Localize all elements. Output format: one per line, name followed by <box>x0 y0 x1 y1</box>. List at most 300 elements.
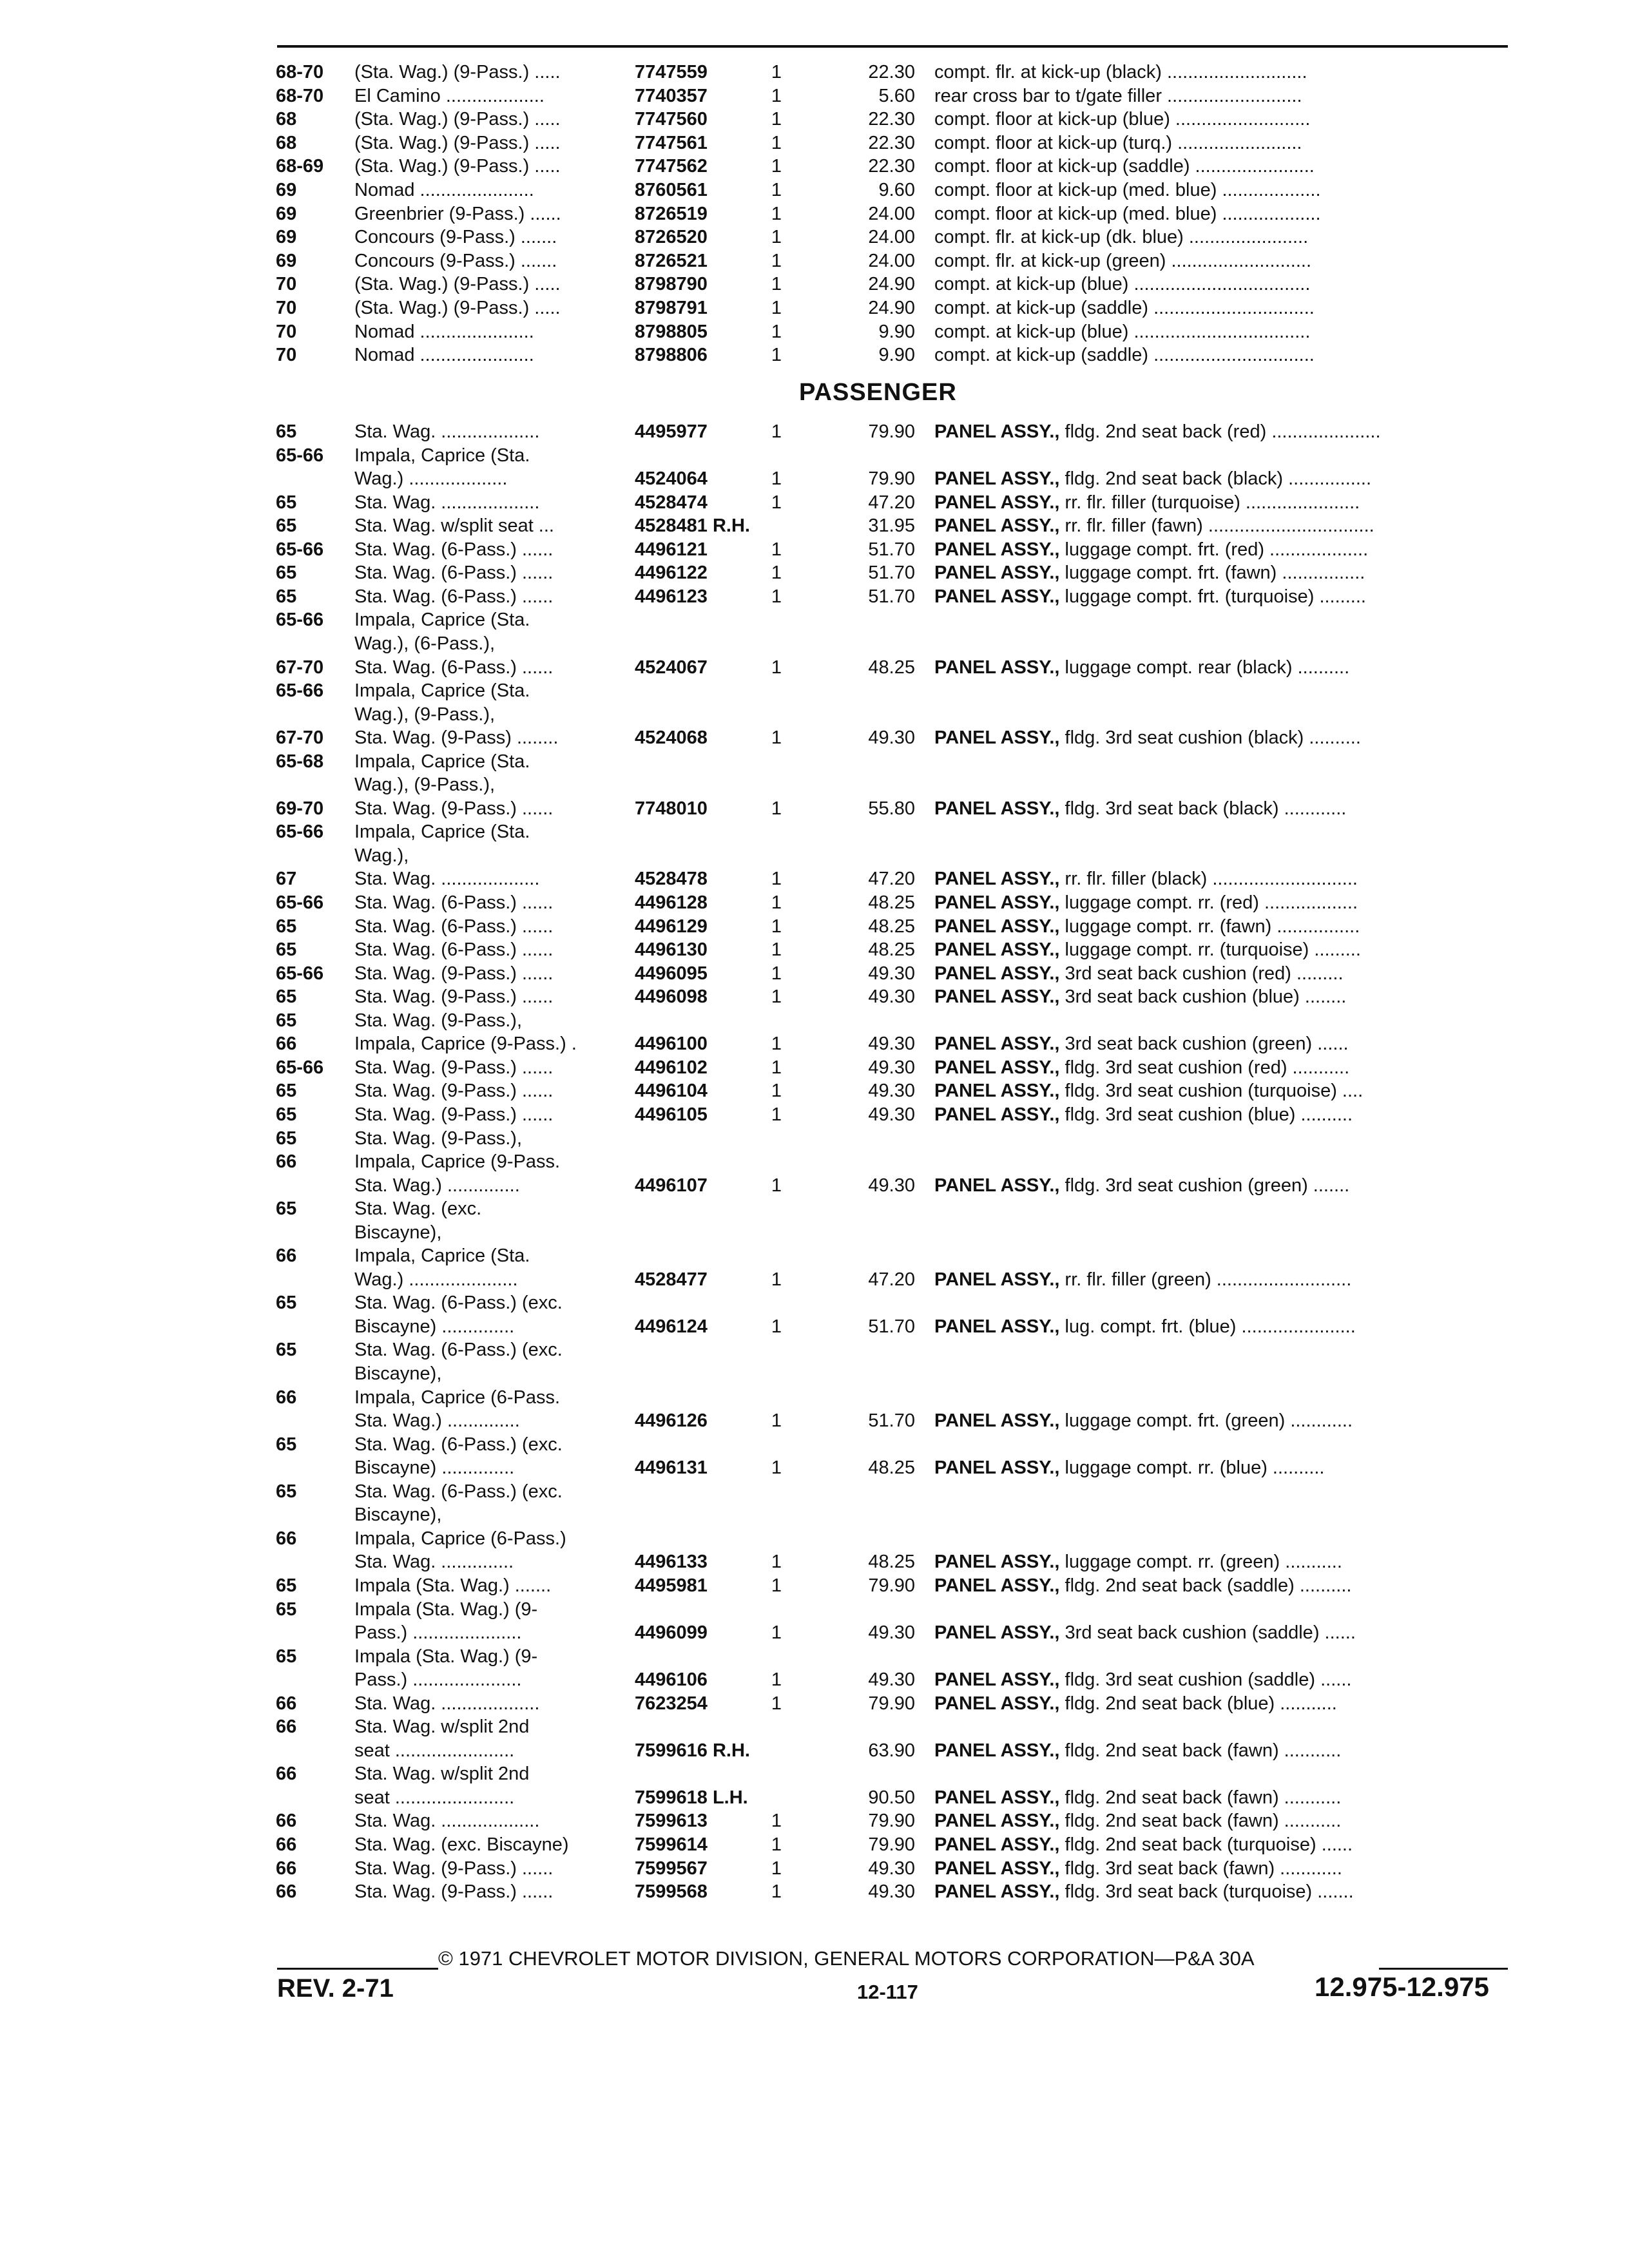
description-cell <box>934 1032 1508 1055</box>
price-cell: 49.30 <box>868 1622 915 1644</box>
part-number-cell: 4528481 R.H. <box>635 515 750 537</box>
part-number-cell: 8798790 <box>635 274 708 295</box>
part-number-cell: 8726520 <box>635 227 708 248</box>
model-cell: Sta. Wag. w/split 2nd <box>354 1763 530 1785</box>
description-prefix: PANEL ASSY., <box>934 515 1060 537</box>
list-item <box>0 1857 1629 1880</box>
year-cell: 68-70 <box>276 85 324 106</box>
year-cell: 65-66 <box>276 539 324 560</box>
model-cell: Sta. Wag. (6-Pass.) ...... <box>354 939 554 961</box>
model-cell: Impala, Caprice (9-Pass. <box>354 1151 561 1173</box>
list-item <box>0 561 1629 584</box>
description-cell <box>934 1621 1508 1644</box>
price-cell: 79.90 <box>868 421 915 442</box>
description-prefix: PANEL ASSY., <box>934 869 1060 890</box>
description-cell <box>934 320 1508 343</box>
description-text: luggage compt. rr. (fawn) ................ <box>1065 916 1360 937</box>
part-number-cell: 4524067 <box>635 657 708 678</box>
description-prefix: PANEL ASSY., <box>934 963 1060 984</box>
footer-rule-left <box>277 1968 438 1970</box>
description-prefix: PANEL ASSY., <box>934 939 1060 961</box>
description-prefix: PANEL ASSY., <box>934 468 1060 490</box>
list-item <box>0 1009 1629 1032</box>
list-item <box>0 108 1629 131</box>
quantity-cell: 1 <box>771 62 782 82</box>
price-cell: 48.25 <box>868 939 915 961</box>
year-cell: 65-66 <box>276 1057 324 1078</box>
list-item <box>0 249 1629 273</box>
model-cell: Sta. Wag. (9-Pass.) ...... <box>354 1881 554 1903</box>
quantity-cell: 1 <box>771 1057 782 1078</box>
price-cell: 79.90 <box>868 1575 915 1596</box>
model-cell: Sta. Wag. .............. <box>354 1552 514 1573</box>
model-cell: Sta. Wag. (6-Pass.) ...... <box>354 586 554 607</box>
price-cell: 55.80 <box>868 798 915 819</box>
description-prefix: PANEL ASSY., <box>934 1693 1060 1714</box>
description-prefix: PANEL ASSY., <box>934 1881 1060 1903</box>
list-item <box>0 1480 1629 1503</box>
description-text: fldg. 3rd seat cushion (red) ........... <box>1065 1057 1350 1078</box>
year-cell: 65-66 <box>276 822 324 843</box>
model-cell: Impala (Sta. Wag.) (9- <box>354 1599 538 1620</box>
quantity-cell: 1 <box>771 468 782 490</box>
year-cell: 68 <box>276 109 297 130</box>
quantity-cell: 1 <box>771 250 782 271</box>
price-cell: 47.20 <box>868 869 915 890</box>
description-cell <box>934 343 1508 367</box>
part-number-cell: 4496126 <box>635 1410 708 1432</box>
model-cell: Wag.) ..................... <box>354 1269 518 1290</box>
quantity-cell: 1 <box>771 869 782 890</box>
price-cell: 79.90 <box>868 468 915 490</box>
revision-label: REV. 2-71 <box>277 1974 394 2003</box>
quantity-cell: 1 <box>771 916 782 937</box>
list-item <box>0 467 1629 490</box>
quantity-cell: 1 <box>771 963 782 984</box>
part-number-cell: 7599567 <box>635 1858 708 1879</box>
price-cell: 79.90 <box>868 1693 915 1714</box>
year-cell: 65 <box>276 1599 297 1620</box>
price-cell: 51.70 <box>868 1316 915 1337</box>
part-number-cell: 4496099 <box>635 1622 708 1644</box>
description-text: fldg. 2nd seat back (blue) ........... <box>1065 1693 1337 1714</box>
year-cell: 65 <box>276 515 297 537</box>
model-cell: Biscayne) .............. <box>354 1457 515 1479</box>
list-item <box>0 891 1629 914</box>
description-cell <box>934 1456 1508 1479</box>
part-number-cell: 7599618 L.H. <box>635 1787 748 1808</box>
year-cell: 65-66 <box>276 963 324 984</box>
description-prefix: PANEL ASSY., <box>934 1834 1060 1855</box>
year-cell: 65 <box>276 1340 297 1361</box>
price-cell: 48.25 <box>868 1552 915 1573</box>
list-item <box>0 1880 1629 1903</box>
list-item <box>0 1621 1629 1644</box>
model-cell: seat ....................... <box>354 1740 515 1761</box>
model-cell: Nomad ...................... <box>354 180 534 200</box>
model-cell: Sta. Wag. (6-Pass.) ...... <box>354 892 554 913</box>
price-cell: 51.70 <box>868 1410 915 1432</box>
quantity-cell: 1 <box>771 539 782 560</box>
description-prefix: PANEL ASSY., <box>934 1858 1060 1879</box>
model-cell: Sta. Wag. ................... <box>354 869 540 890</box>
model-cell: Impala, Caprice (Sta. <box>354 751 530 772</box>
description-cell <box>934 131 1508 155</box>
part-number-cell: 7599613 <box>635 1811 708 1832</box>
price-cell: 22.30 <box>868 62 915 82</box>
description-prefix: PANEL ASSY., <box>934 727 1060 749</box>
model-cell: (Sta. Wag.) (9-Pass.) ..... <box>354 62 561 82</box>
model-cell: Sta. Wag. ................... <box>354 421 540 442</box>
price-cell: 22.30 <box>868 156 915 177</box>
list-item <box>0 1315 1629 1338</box>
list-item <box>0 915 1629 938</box>
model-cell: Sta. Wag. (9-Pass.) ...... <box>354 986 554 1008</box>
model-cell: Sta. Wag. (9-Pass.) ...... <box>354 1057 554 1078</box>
description-text: fldg. 3rd seat back (turquoise) ....... <box>1065 1881 1354 1903</box>
description-cell <box>934 202 1508 226</box>
model-cell: Impala, Caprice (Sta. <box>354 822 530 843</box>
part-number-cell: 4496104 <box>635 1081 708 1102</box>
list-item <box>0 320 1629 343</box>
list-item <box>0 1809 1629 1832</box>
part-number-cell: 4524064 <box>635 468 708 490</box>
description-text: rear cross bar to t/gate filler .......................... <box>934 85 1302 106</box>
list-item <box>0 726 1629 749</box>
year-cell: 65 <box>276 1434 297 1455</box>
list-item <box>0 1762 1629 1785</box>
quantity-cell: 1 <box>771 892 782 913</box>
description-prefix: PANEL ASSY., <box>934 1552 1060 1573</box>
year-cell: 66 <box>276 1763 297 1785</box>
description-cell <box>934 1315 1508 1338</box>
part-number-cell: 8760561 <box>635 180 708 200</box>
part-number-cell: 8726521 <box>635 250 708 271</box>
year-cell: 66 <box>276 1151 297 1173</box>
model-cell: Sta. Wag. (9-Pass.) ...... <box>354 1081 554 1102</box>
model-cell: Sta. Wag. (exc. Biscayne) <box>354 1834 569 1855</box>
part-number-cell: 4528474 <box>635 492 708 513</box>
list-item <box>0 1268 1629 1291</box>
price-cell: 51.70 <box>868 562 915 584</box>
list-item <box>0 1786 1629 1809</box>
description-prefix: PANEL ASSY., <box>934 1316 1060 1337</box>
year-cell: 65 <box>276 1293 297 1314</box>
model-cell: Wag.) ................... <box>354 468 508 490</box>
description-text: fldg. 3rd seat cushion (green) ....... <box>1065 1175 1350 1196</box>
description-cell <box>934 1786 1508 1809</box>
description-cell <box>934 1056 1508 1079</box>
model-cell: Sta. Wag. (6-Pass.) ...... <box>354 657 554 678</box>
list-item <box>0 1079 1629 1102</box>
year-cell: 65-66 <box>276 445 324 466</box>
model-cell: Biscayne), <box>354 1222 442 1243</box>
quantity-cell: 1 <box>771 939 782 961</box>
part-number-cell: 4496122 <box>635 562 708 584</box>
description-prefix: PANEL ASSY., <box>934 1669 1060 1691</box>
quantity-cell: 1 <box>771 1410 782 1432</box>
description-text: luggage compt. rr. (turquoise) ......... <box>1065 939 1361 961</box>
year-cell: 68-69 <box>276 156 324 177</box>
year-cell: 65 <box>276 1575 297 1596</box>
list-item <box>0 444 1629 467</box>
description-cell <box>934 108 1508 131</box>
quantity-cell: 1 <box>771 1457 782 1479</box>
model-cell: (Sta. Wag.) (9-Pass.) ..... <box>354 156 561 177</box>
description-text: compt. floor at kick-up (med. blue) ................... <box>934 180 1321 200</box>
quantity-cell: 1 <box>771 1669 782 1691</box>
description-cell <box>934 585 1508 608</box>
quantity-cell: 1 <box>771 1622 782 1644</box>
model-cell: Sta. Wag. w/split 2nd <box>354 1716 530 1738</box>
year-cell: 65 <box>276 1010 297 1031</box>
quantity-cell: 1 <box>771 421 782 442</box>
year-cell: 65 <box>276 1646 297 1667</box>
model-cell: Concours (9-Pass.) ....... <box>354 227 557 248</box>
price-cell: 47.20 <box>868 492 915 513</box>
list-item <box>0 61 1629 84</box>
price-cell: 24.90 <box>868 274 915 295</box>
year-cell: 66 <box>276 1245 297 1267</box>
list-item <box>0 202 1629 226</box>
list-item <box>0 226 1629 249</box>
quantity-cell: 1 <box>771 1811 782 1832</box>
description-text: luggage compt. rr. (blue) .......... <box>1065 1457 1325 1479</box>
description-text: luggage compt. frt. (green) ............ <box>1065 1410 1353 1432</box>
description-cell <box>934 1103 1508 1126</box>
year-cell: 65 <box>276 1198 297 1220</box>
part-number-cell: 7599616 R.H. <box>635 1740 750 1761</box>
model-cell: Wag.), (6-Pass.), <box>354 633 496 654</box>
description-text: fldg. 2nd seat back (fawn) ........... <box>1065 1740 1342 1761</box>
part-number-cell: 4496131 <box>635 1457 708 1479</box>
model-cell: Concours (9-Pass.) ....... <box>354 250 557 271</box>
part-number-cell: 4496106 <box>635 1669 708 1691</box>
model-cell: Sta. Wag.) .............. <box>354 1175 520 1196</box>
year-cell: 65 <box>276 916 297 937</box>
description-prefix: PANEL ASSY., <box>934 539 1060 560</box>
model-cell: Biscayne), <box>354 1504 442 1526</box>
year-cell: 68 <box>276 132 297 153</box>
price-cell: 49.30 <box>868 1057 915 1078</box>
year-cell: 67 <box>276 869 297 890</box>
part-number-cell: 7747562 <box>635 156 708 177</box>
year-cell: 70 <box>276 345 297 366</box>
price-cell: 49.30 <box>868 1081 915 1102</box>
price-cell: 49.30 <box>868 1858 915 1879</box>
model-cell: Sta. Wag. (9-Pass.) ...... <box>354 963 554 984</box>
description-cell <box>934 491 1508 514</box>
year-cell: 66 <box>276 1858 297 1879</box>
part-number-cell: 4496128 <box>635 892 708 913</box>
list-item <box>0 608 1629 631</box>
part-number-cell: 8726519 <box>635 203 708 224</box>
list-item <box>0 1338 1629 1361</box>
part-number-cell: 4496102 <box>635 1057 708 1078</box>
description-cell <box>934 467 1508 490</box>
list-item <box>0 962 1629 985</box>
list-item <box>0 750 1629 773</box>
year-cell: 67-70 <box>276 657 324 678</box>
price-cell: 49.30 <box>868 963 915 984</box>
model-cell: El Camino ................... <box>354 85 545 106</box>
quantity-cell: 1 <box>771 562 782 584</box>
description-text: fldg. 3rd seat back (black) ............ <box>1065 798 1347 819</box>
model-cell: Sta. Wag. ................... <box>354 1693 540 1714</box>
description-cell <box>934 1268 1508 1291</box>
part-number-cell: 4496130 <box>635 939 708 961</box>
description-cell <box>934 273 1508 296</box>
model-cell: Sta. Wag. (9-Pass.), <box>354 1128 522 1149</box>
list-item <box>0 656 1629 679</box>
list-item <box>0 1244 1629 1267</box>
description-cell <box>934 538 1508 561</box>
quantity-cell: 1 <box>771 492 782 513</box>
quantity-cell: 1 <box>771 986 782 1008</box>
model-cell: Sta. Wag. (9-Pass) ........ <box>354 727 559 749</box>
part-number-cell: 7599614 <box>635 1834 708 1855</box>
quantity-cell: 1 <box>771 657 782 678</box>
price-cell: 51.70 <box>868 539 915 560</box>
description-text: compt. flr. at kick-up (dk. blue) ....................... <box>934 227 1309 248</box>
list-item <box>0 1598 1629 1621</box>
list-item <box>0 1527 1629 1550</box>
list-item <box>0 343 1629 367</box>
price-cell: 49.30 <box>868 1175 915 1196</box>
price-cell: 49.30 <box>868 727 915 749</box>
description-cell <box>934 1550 1508 1573</box>
part-number-cell: 4528478 <box>635 869 708 890</box>
description-text: compt. at kick-up (blue) .................................. <box>934 321 1311 342</box>
description-text: luggage compt. rear (black) .......... <box>1065 657 1350 678</box>
year-cell: 65-66 <box>276 892 324 913</box>
model-cell: Impala, Caprice (Sta. <box>354 680 530 702</box>
description-cell <box>934 867 1508 890</box>
footer-rule-right <box>1379 1968 1508 1970</box>
description-prefix: PANEL ASSY., <box>934 1811 1060 1832</box>
list-item <box>0 1174 1629 1197</box>
year-cell: 66 <box>276 1528 297 1549</box>
year-cell: 67-70 <box>276 727 324 749</box>
description-text: compt. floor at kick-up (turq.) ........................ <box>934 132 1302 153</box>
part-number-cell: 7623254 <box>635 1693 708 1714</box>
list-item <box>0 131 1629 155</box>
year-cell: 66 <box>276 1834 297 1855</box>
quantity-cell: 1 <box>771 798 782 819</box>
description-prefix: PANEL ASSY., <box>934 1457 1060 1479</box>
description-cell <box>934 296 1508 320</box>
part-number-cell: 4496107 <box>635 1175 708 1196</box>
model-cell: Wag.), (9-Pass.), <box>354 704 496 725</box>
description-text: fldg. 2nd seat back (turquoise) ...... <box>1065 1834 1353 1855</box>
part-number-cell: 8798791 <box>635 298 708 318</box>
model-cell: Wag.), (9-Pass.), <box>354 774 496 796</box>
list-item <box>0 178 1629 202</box>
list-item <box>0 797 1629 820</box>
description-prefix: PANEL ASSY., <box>934 1787 1060 1808</box>
quantity-cell: 1 <box>771 298 782 318</box>
description-prefix: PANEL ASSY., <box>934 1740 1060 1761</box>
description-cell <box>934 891 1508 914</box>
model-cell: (Sta. Wag.) (9-Pass.) ..... <box>354 132 561 153</box>
price-cell: 49.30 <box>868 1104 915 1125</box>
list-item <box>0 1550 1629 1573</box>
model-cell: Sta. Wag. (9-Pass.) ...... <box>354 1858 554 1879</box>
quantity-cell: 1 <box>771 180 782 200</box>
description-cell <box>934 61 1508 84</box>
description-cell <box>934 561 1508 584</box>
list-item <box>0 1056 1629 1079</box>
part-number-cell: 7747560 <box>635 109 708 130</box>
part-number-cell: 7599568 <box>635 1881 708 1903</box>
price-cell: 79.90 <box>868 1811 915 1832</box>
description-cell <box>934 797 1508 820</box>
price-cell: 51.70 <box>868 586 915 607</box>
description-cell <box>934 962 1508 985</box>
list-item <box>0 1574 1629 1597</box>
description-cell <box>934 514 1508 537</box>
description-text: compt. floor at kick-up (med. blue) ................... <box>934 203 1321 224</box>
description-text: luggage compt. rr. (red) .................. <box>1065 892 1358 913</box>
model-cell: Nomad ...................... <box>354 321 534 342</box>
list-item <box>0 420 1629 443</box>
description-text: fldg. 2nd seat back (red) ..................... <box>1065 421 1381 442</box>
price-cell: 22.30 <box>868 132 915 153</box>
description-cell <box>934 726 1508 749</box>
description-prefix: PANEL ASSY., <box>934 421 1060 442</box>
quantity-cell: 1 <box>771 1858 782 1879</box>
part-number-cell: 4528477 <box>635 1269 708 1290</box>
quantity-cell: 1 <box>771 1693 782 1714</box>
list-item <box>0 1715 1629 1738</box>
description-text: fldg. 3rd seat cushion (black) .......... <box>1065 727 1361 749</box>
description-text: 3rd seat back cushion (saddle) ...... <box>1065 1622 1356 1644</box>
description-text: fldg. 3rd seat back (fawn) ............ <box>1065 1858 1342 1879</box>
model-cell: Impala, Caprice (6-Pass. <box>354 1387 561 1408</box>
list-item <box>0 84 1629 108</box>
year-cell: 69 <box>276 250 297 271</box>
quantity-cell: 1 <box>771 227 782 248</box>
list-item <box>0 491 1629 514</box>
model-cell: Sta. Wag. (9-Pass.) ...... <box>354 798 554 819</box>
year-cell: 66 <box>276 1033 297 1055</box>
quantity-cell: 1 <box>771 345 782 366</box>
description-text: compt. flr. at kick-up (green) ........................... <box>934 250 1311 271</box>
description-cell <box>934 985 1508 1008</box>
year-cell: 65-68 <box>276 751 324 772</box>
section-heading: PASSENGER <box>799 379 957 406</box>
quantity-cell: 1 <box>771 1834 782 1855</box>
description-prefix: PANEL ASSY., <box>934 657 1060 678</box>
description-prefix: PANEL ASSY., <box>934 1104 1060 1125</box>
description-cell <box>934 1079 1508 1102</box>
price-cell: 48.25 <box>868 892 915 913</box>
part-number-cell: 4496095 <box>635 963 708 984</box>
list-item <box>0 1503 1629 1526</box>
quantity-cell: 1 <box>771 132 782 153</box>
price-cell: 31.95 <box>868 515 915 537</box>
quantity-cell: 1 <box>771 203 782 224</box>
copyright-notice: © 1971 CHEVROLET MOTOR DIVISION, GENERAL MOTORS CORPORATION—P&A 30A <box>438 1947 1255 1970</box>
quantity-cell: 1 <box>771 109 782 130</box>
list-item <box>0 1692 1629 1715</box>
description-cell <box>934 178 1508 202</box>
year-cell: 65 <box>276 1128 297 1149</box>
model-cell: Impala, Caprice (Sta. <box>354 1245 530 1267</box>
description-text: compt. floor at kick-up (saddle) ....................... <box>934 156 1315 177</box>
description-cell <box>934 1174 1508 1197</box>
description-cell <box>934 155 1508 178</box>
